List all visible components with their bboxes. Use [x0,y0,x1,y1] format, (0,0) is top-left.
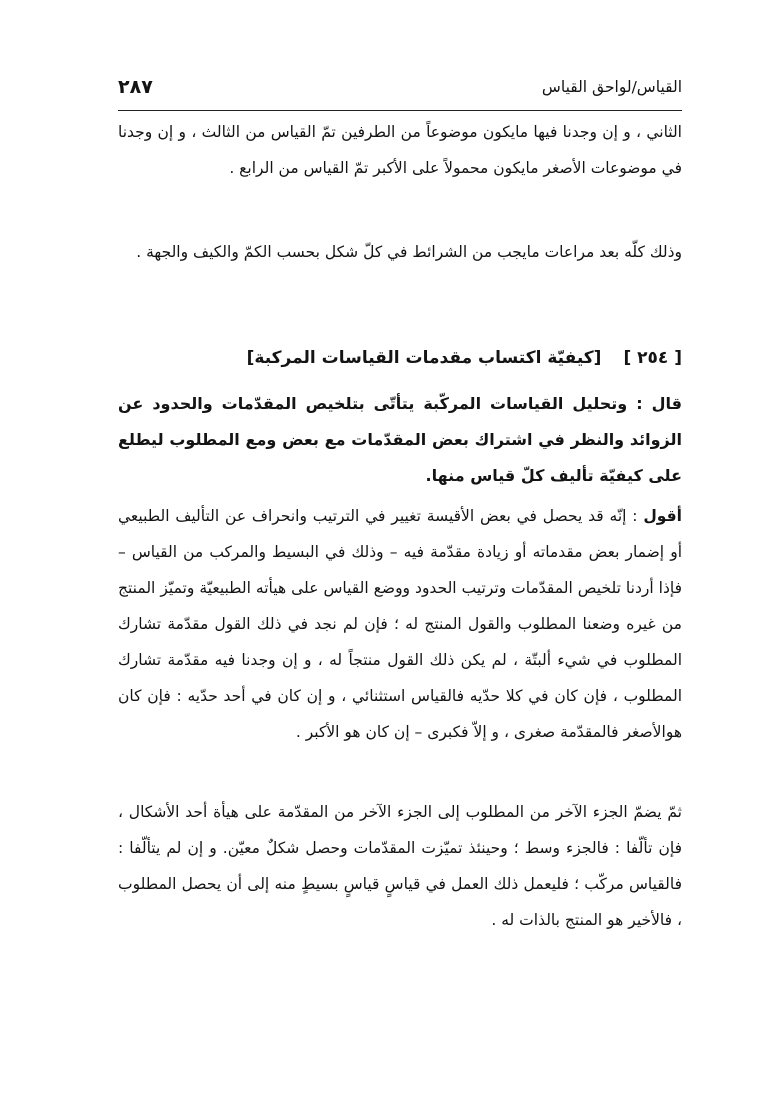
section-heading [118,340,682,376]
page-header [118,70,682,111]
paragraph-2: وذلك كلّه بعد مراعات مايجب من الشرائط في كلّ شكل بحسب الكمّ والكيف والجهة . [136,243,682,261]
paragraph-commentary [118,498,682,750]
paragraph-5: ثمّ يضمّ الجزء الآخر من المطلوب إلى الجزء الآخر من المقدّمة على هيأة أحد الأشكال ، فإن تألّفا : فالجزء وسط ؛ وحينئذ تميّزت المقدّمات وحصل شكلٌ معيّن. و إن لم يتألّفا : فالقياس مركّب ؛ فليعمل ذلك العمل في قياسٍ قياسٍ بسيطٍ منه إلى أن يحصل المطلوب ، فالأخير هو المنتج بالذات له . [118,803,682,929]
matn-text: : وتحليل القياسات المركّبة يتأتّى بتلخيص المقدّمات والحدود عن الزوائد والنظر في اشتراك بعض المقدّمات مع بعض ومع المطلوب ليطلع على كيفيّة تأليف كلّ قياس منها. [118,394,682,485]
paragraph-matn [118,386,682,494]
keyword-qala: قال [651,394,682,413]
page-number: ٢٨٧ [118,76,153,98]
paragraph-1: الثاني ، و إن وجدنا فيها مايكون موضوعاً من الطرفين تمّ القياس من الثالث ، و إن وجدنا في موضوعات الأصغر مايكون محمولاً على الأكبر تمّ القياس من الرابع . [118,123,682,177]
running-title: القياس/لواحق القياس [541,78,682,96]
section-number: [ ٢٥٤ ] [623,348,682,368]
section-title: [كيفيّة اكتساب مقدمات القياسات المركبة] [246,348,602,368]
keyword-aqulu: أقول [643,507,682,525]
commentary-text: : إنّه قد يحصل في بعض الأقيسة تغيير في الترتيب وانحراف عن التأليف الطبيعي أو إضمار بعض مقدماته أو زيادة مقدّمة فيه – وذلك في البسيط والمركب من القياس – فإذا أردنا تلخيص المقدّمات وترتيب الحدود ووضع القياس على هيأته الطبيعيّة وتميّز المنتج من غيره وضعنا المطلوب والقول المنتج له ؛ فإن لم نجد في ذلك القول مقدّمة تشارك المطلوب في شيء ألبتّة ، لم يكن ذلك القول منتجاً له ، و إن وجدنا فيه مقدّمة تشارك المطلوب ، فإن كان في كلا حدّيه فالقياس استثنائي ، و إن كان في أحد حدّيه : فإن كان هوالأصغر فالمقدّمة صغرى ، و إلاّ فكبرى – إن كان هو الأكبر . [118,507,682,741]
